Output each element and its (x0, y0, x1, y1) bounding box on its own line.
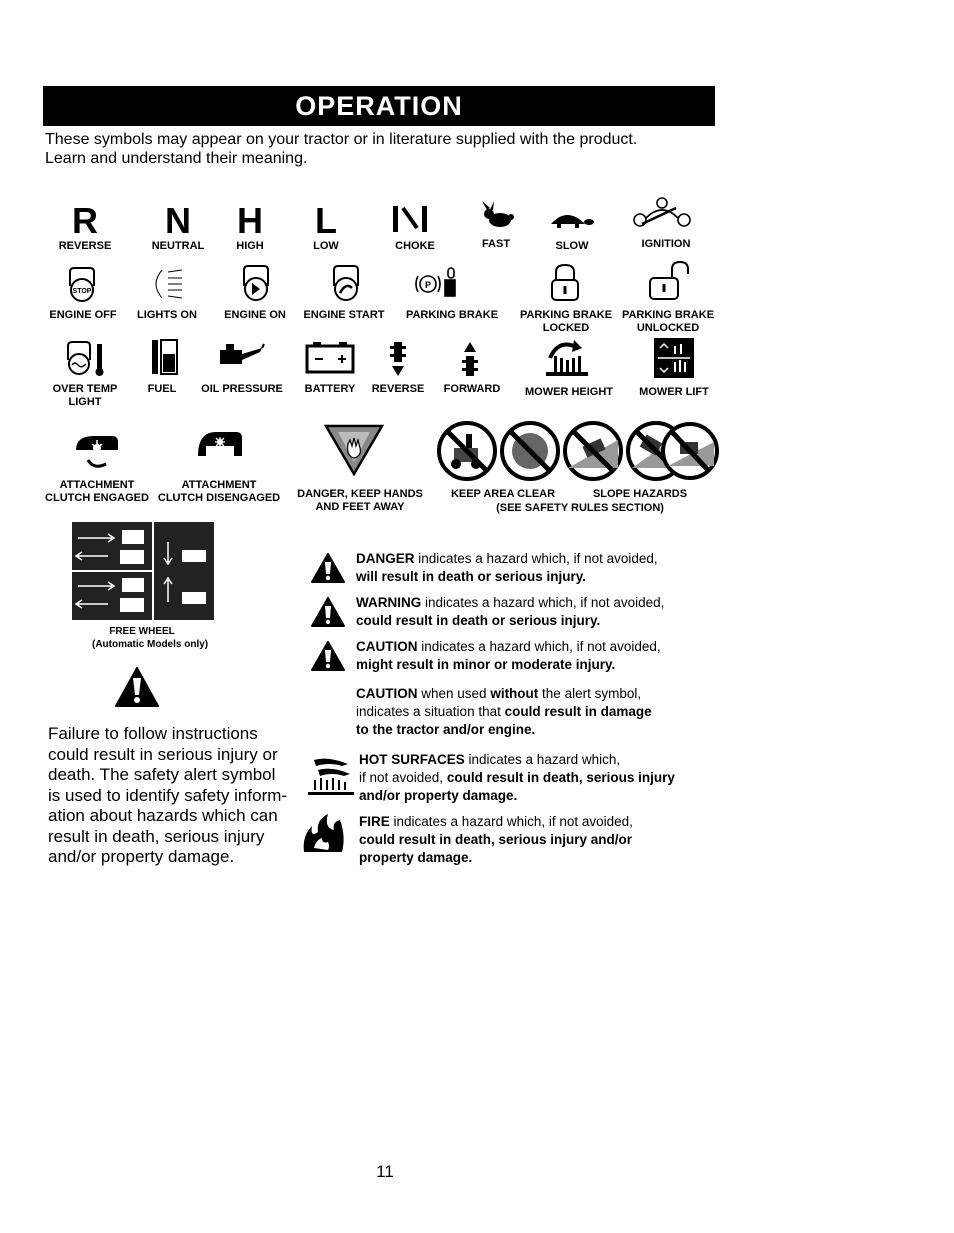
battery-icon (305, 340, 355, 374)
mower-height-icon (544, 336, 590, 378)
lock-closed-icon (548, 262, 582, 302)
label-mower-lift: MOWER LIFT (639, 386, 709, 398)
label-battery: BATTERY (304, 383, 356, 395)
section-title: OPERATION (295, 90, 463, 121)
label-low: LOW (313, 240, 339, 252)
keep-area-clear-icon-2 (502, 423, 558, 479)
free-wheel-decal-icon (72, 522, 214, 620)
label-engine-off: ENGINE OFF (49, 309, 117, 321)
engine-off-icon-text: STOP (72, 288, 92, 295)
label-see-safety-rules: (SEE SAFETY RULES SECTION) (496, 502, 664, 514)
caution-alert-icon (310, 640, 346, 672)
hot-surface-icon (308, 752, 354, 796)
label-choke: CHOKE (395, 240, 435, 252)
reverse-arrow-icon (388, 340, 408, 378)
label-danger-hands: DANGER, KEEP HANDS AND FEET AWAY (297, 488, 423, 513)
high-glyph: H (237, 200, 263, 241)
svg-text:P: P (424, 280, 432, 290)
label-reverse: REVERSE (58, 240, 112, 252)
keep-area-clear-icons (436, 420, 720, 482)
intro-line-2: Learn and understand their meaning. (45, 150, 308, 167)
hot-surfaces-definition: HOT SURFACES indicates a hazard which, if not avoided, could result in death, serious injury and/or property damage. (359, 752, 675, 803)
attachment-engaged-icon (74, 432, 120, 472)
intro-text (45, 130, 745, 168)
rabbit-icon (480, 200, 516, 230)
label-slow: SLOW (555, 240, 589, 252)
attachment-disengaged-icon (196, 428, 244, 458)
choke-icon (390, 204, 430, 234)
turtle-icon (545, 206, 595, 230)
forward-arrow-icon (460, 340, 480, 378)
caution-no-symbol-definition: CAUTION when used without the alert symbol, indicates a situation that could result in damage to the tractor and/or engine. (356, 686, 652, 737)
slope-hazard-icon-3 (663, 424, 717, 478)
label-keep-area-clear: KEEP AREA CLEAR (450, 488, 556, 500)
reverse-glyph: R (72, 200, 98, 241)
label-free-wheel: FREE WHEEL (Automatic Models only) (92, 626, 209, 650)
label-reverse-travel: REVERSE (371, 383, 425, 395)
over-temp-icon (64, 338, 108, 378)
label-neutral: NEUTRAL (151, 240, 205, 252)
parking-brake-icon (414, 264, 462, 300)
danger-definition: DANGER indicates a hazard which, if not avoided, will result in death or serious injury. (356, 551, 658, 584)
caution-definition: CAUTION indicates a hazard which, if not avoided, might result in minor or moderate injury. (356, 639, 661, 672)
warning-definition: WARNING indicates a hazard which, if not avoided, could result in death or serious injury. (356, 595, 665, 628)
page-number: 11 (376, 1162, 394, 1181)
neutral-glyph: N (165, 200, 191, 241)
engine-off-icon (64, 266, 100, 302)
intro-line-1: These symbols may appear on your tractor or in literature supplied with the product. (45, 131, 638, 148)
fuel-icon (150, 338, 180, 378)
label-mower-height: MOWER HEIGHT (525, 386, 613, 398)
warning-alert-icon (310, 596, 346, 628)
failure-paragraph: Failure to follow instructions could result in serious injury or death. The safety alert symbol is used to identify safety inform- ation about hazards which can result in death, serious injury and/or property damage. (48, 724, 288, 866)
label-parking-brake-unlocked: PARKING BRAKE UNLOCKED (621, 309, 715, 334)
label-lights-on: LIGHTS ON (137, 309, 197, 321)
section-banner (43, 86, 715, 126)
fire-definition: FIRE indicates a hazard which, if not avoided, could result in death, serious injury and/or property damage. (359, 814, 633, 865)
mower-lift-icon (654, 338, 694, 378)
keep-hands-away-icon (324, 424, 384, 476)
engine-start-icon (328, 264, 364, 302)
safety-alert-icon (114, 666, 160, 708)
label-slope-hazards: SLOPE HAZARDS (592, 488, 688, 500)
engine-on-icon (238, 264, 274, 302)
label-high: HIGH (236, 240, 264, 252)
keep-area-clear-icon-1 (439, 423, 495, 479)
label-engine-on: ENGINE ON (224, 309, 286, 321)
label-attachment-disengaged: ATTACHMENT CLUTCH DISENGAGED (157, 479, 281, 504)
label-ignition: IGNITION (641, 238, 691, 250)
lock-open-icon (646, 260, 692, 302)
label-attachment-engaged: ATTACHMENT CLUTCH ENGAGED (45, 479, 149, 504)
ignition-icon (632, 196, 692, 230)
danger-alert-icon (310, 552, 346, 584)
slope-hazard-icon-1 (565, 423, 621, 479)
label-fuel: FUEL (147, 383, 177, 395)
lights-on-icon (148, 266, 188, 302)
low-glyph: L (315, 200, 337, 241)
label-oil-pressure: OIL PRESSURE (201, 383, 283, 395)
label-parking-brake-locked: PARKING BRAKE LOCKED (519, 309, 613, 334)
oil-can-icon (216, 342, 266, 368)
label-fast: FAST (481, 238, 511, 250)
label-engine-start: ENGINE START (303, 309, 385, 321)
label-parking-brake: PARKING BRAKE (405, 309, 499, 321)
fire-icon (300, 812, 348, 854)
label-forward: FORWARD (443, 383, 501, 395)
label-over-temp: OVER TEMP LIGHT (52, 383, 118, 408)
